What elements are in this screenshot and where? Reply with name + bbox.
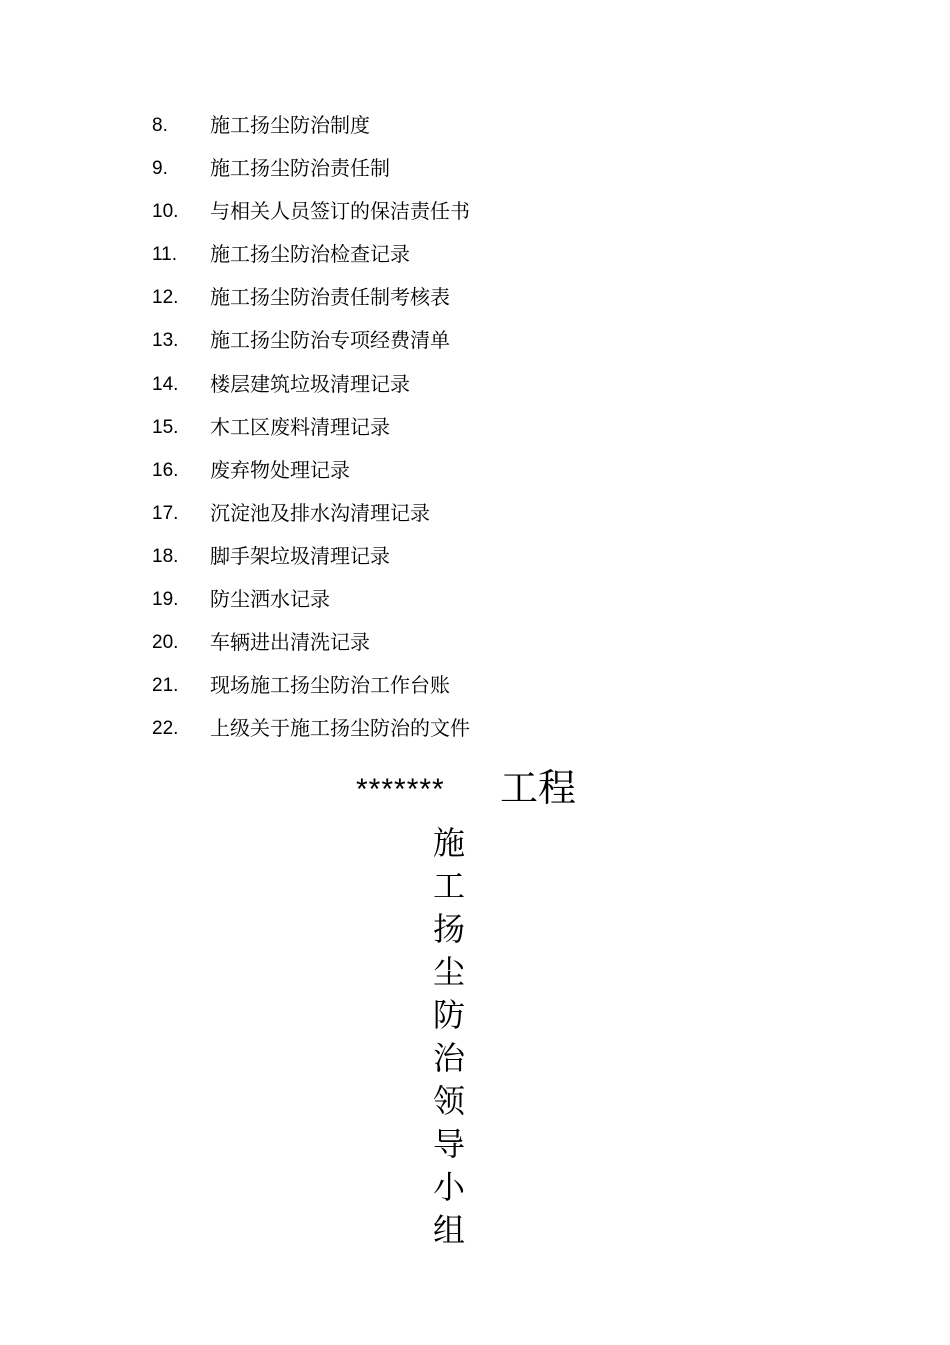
section-title: 施工扬尘防治领导小组	[432, 824, 465, 1249]
list-item-number: 8.	[152, 115, 168, 136]
list-item-number: 21.	[152, 675, 179, 697]
project-name-placeholder: *******	[356, 773, 445, 806]
list-item-text: 废弃物处理记录	[210, 457, 350, 482]
list-item-text: 沉淀池及排水沟清理记录	[210, 500, 430, 525]
list-item	[0, 406, 950, 449]
list-item	[0, 707, 950, 750]
list-item-text: 施工扬尘防治责任制	[210, 156, 390, 181]
list-item-number: 9.	[152, 158, 168, 180]
list-item	[0, 363, 950, 406]
project-heading	[0, 762, 950, 818]
list-item	[0, 578, 950, 621]
list-item-number: 10.	[152, 201, 179, 223]
project-label: 工程	[500, 766, 577, 810]
list-item-number: 19.	[152, 589, 179, 611]
list-item-number: 17.	[152, 502, 179, 524]
list-item-number: 12.	[152, 287, 179, 309]
list-item	[0, 319, 950, 362]
list-item	[0, 449, 950, 492]
list-item-number: 22.	[152, 718, 179, 740]
list-item-text: 现场施工扬尘防治工作台账	[210, 673, 450, 698]
list-item-text: 脚手架垃圾清理记录	[210, 543, 390, 568]
list-item-text: 施工扬尘防治检查记录	[210, 242, 410, 267]
list-item-text: 施工扬尘防治专项经费清单	[210, 328, 450, 353]
list-item-text: 上级关于施工扬尘防治的文件	[210, 716, 470, 741]
list-item	[0, 104, 950, 147]
list-item	[0, 535, 950, 578]
list-item-text: 与相关人员签订的保洁责任书	[210, 199, 470, 224]
list-item-number: 13.	[152, 330, 179, 352]
list-item	[0, 276, 950, 319]
list-item-text: 木工区废料清理记录	[210, 414, 390, 439]
list-item	[0, 492, 950, 535]
list-item-number: 16.	[152, 459, 179, 481]
list-item-number: 11.	[152, 244, 178, 266]
list-item-text: 施工扬尘防治制度	[210, 113, 370, 137]
document-list	[0, 104, 950, 750]
list-item	[0, 621, 950, 664]
list-item	[0, 233, 950, 276]
list-item	[0, 147, 950, 190]
list-item	[0, 190, 950, 233]
list-item-text: 防尘洒水记录	[210, 587, 330, 612]
list-item-number: 18.	[152, 545, 179, 567]
list-item-text: 车辆进出清洗记录	[210, 630, 370, 655]
list-item-text: 楼层建筑垃圾清理记录	[210, 371, 410, 396]
list-item-number: 20.	[152, 632, 179, 654]
list-item-number: 14.	[152, 373, 179, 395]
list-item-text: 施工扬尘防治责任制考核表	[210, 285, 450, 310]
list-item	[0, 664, 950, 707]
list-item-number: 15.	[152, 416, 179, 438]
